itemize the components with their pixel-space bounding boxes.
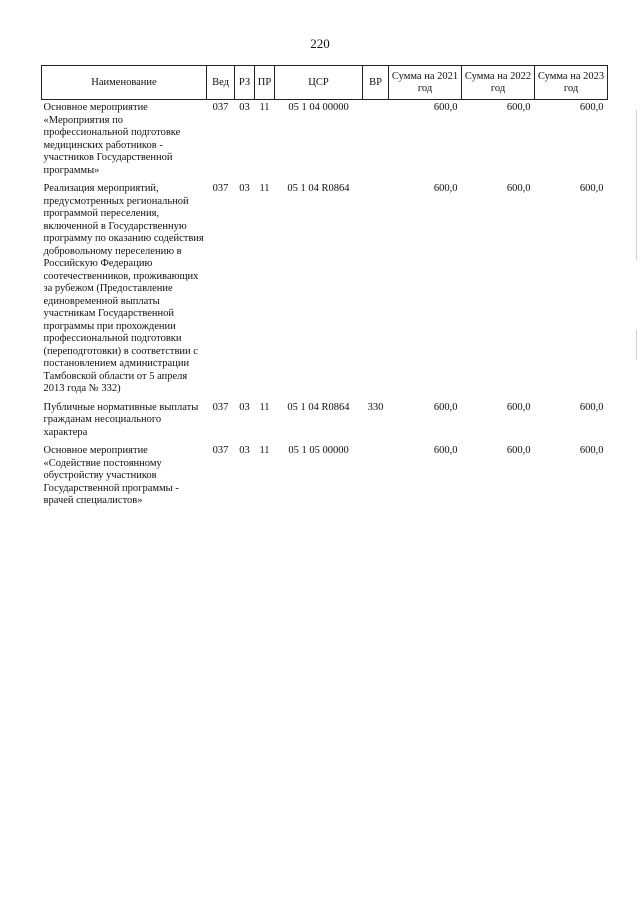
row-ved: 037	[212, 445, 229, 456]
row-sum-2023: 600,0	[579, 445, 604, 456]
budget-table	[41, 65, 608, 512]
header-sum-2021: Сумма на 2021 год	[389, 66, 462, 100]
row-rz: 03	[239, 401, 250, 413]
row-name: Реализация мероприятий, предусмотренных региональной программой переселения, включенной в Государственную программу по оказанию содействия добровольному переселению в Российскую Федерацию соотечественников, проживающих за рубежом (Предоставление единовременной выплаты участникам Государственной программы при прохождении профессиональной подготовки (переподготовки) в соответствии с постановлением администрации Тамбовской области от 5 апреля 2013 года № 332)	[43, 183, 204, 394]
row-sum-2023: 600,0	[579, 102, 604, 113]
header-pr: ПР	[255, 66, 275, 100]
scan-edge-mark	[636, 330, 637, 360]
row-name: Публичные нормативные выплаты гражданам несоциального характера	[43, 401, 199, 438]
header-name: Наименование	[42, 66, 207, 100]
row-ved: 037	[212, 183, 229, 194]
header-csr: ЦСР	[275, 66, 363, 100]
row-sum-2022: 600,0	[506, 401, 531, 413]
row-csr: 05 1 05 00000	[288, 445, 349, 456]
row-sum-2021: 600,0	[433, 445, 458, 456]
row-name: Основное мероприятие «Содействие постоянному обустройству участников Государственной программы - врачей специалистов»	[43, 445, 179, 506]
row-csr: 05 1 04 00000	[288, 102, 349, 113]
row-csr: 05 1 04 R0864	[287, 401, 350, 413]
header-vr: ВР	[363, 66, 389, 100]
header-ved: Вед	[207, 66, 235, 100]
row-ved: 037	[212, 102, 229, 113]
header-sum-2023: Сумма на 2023 год	[535, 66, 608, 100]
row-pr: 11	[259, 445, 270, 456]
row-sum-2022: 600,0	[506, 102, 531, 113]
table-row	[42, 400, 608, 444]
row-pr: 11	[259, 401, 270, 413]
row-vr	[363, 181, 389, 400]
row-vr	[363, 100, 389, 182]
row-sum-2023: 600,0	[579, 183, 604, 194]
row-name: Основное мероприятие «Мероприятия по профессиональной подготовке медицинских работников - участников Государственной программы»	[43, 102, 181, 176]
page-number: 220	[310, 36, 330, 51]
row-rz: 03	[239, 102, 250, 113]
table-header-row	[42, 66, 608, 100]
row-sum-2022: 600,0	[506, 183, 531, 194]
table-row	[42, 100, 608, 182]
row-sum-2021: 600,0	[433, 401, 458, 413]
row-rz: 03	[239, 183, 250, 194]
row-vr	[363, 443, 389, 512]
row-sum-2023: 600,0	[579, 401, 604, 413]
row-pr: 11	[259, 102, 270, 113]
table-row	[42, 181, 608, 400]
row-pr: 11	[259, 183, 270, 194]
row-sum-2022: 600,0	[506, 445, 531, 456]
row-rz: 03	[239, 445, 250, 456]
row-vr: 330	[367, 401, 384, 413]
row-sum-2021: 600,0	[433, 183, 458, 194]
row-ved: 037	[212, 401, 229, 413]
row-csr: 05 1 04 R0864	[287, 183, 350, 194]
header-rz: РЗ	[235, 66, 255, 100]
table-row	[42, 443, 608, 512]
header-sum-2022: Сумма на 2022 год	[462, 66, 535, 100]
scan-edge-mark	[636, 110, 637, 260]
row-sum-2021: 600,0	[433, 102, 458, 113]
